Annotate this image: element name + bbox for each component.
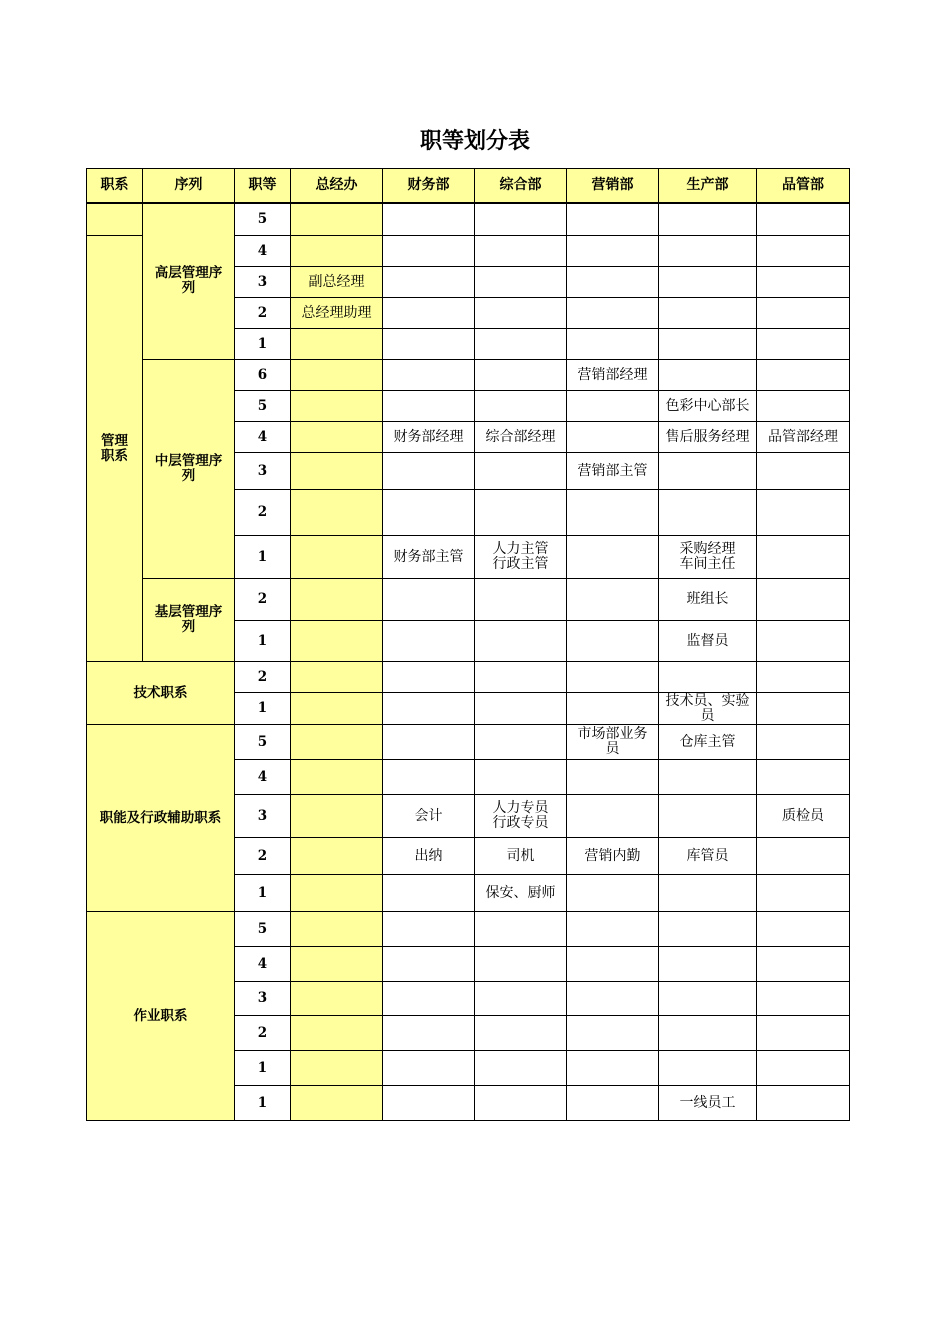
grade-cell: 4 <box>235 760 291 795</box>
position-cell-marketing <box>567 236 659 267</box>
table-row <box>87 725 850 760</box>
position-cell-gm-office <box>291 203 383 236</box>
position-cell-finance <box>383 912 475 947</box>
family-operation-label: 作业职系 <box>133 1007 188 1024</box>
family-technical <box>87 662 235 725</box>
position-cell-quality <box>757 453 850 490</box>
position-cell-gm-office <box>291 360 383 391</box>
position-cell-gm-office <box>291 947 383 982</box>
position-cell-finance <box>383 875 475 912</box>
family-functional-admin-label: 职能及行政辅助职系 <box>99 809 222 826</box>
family-functional-admin <box>87 725 235 912</box>
position-cell-finance <box>383 490 475 536</box>
position-cell-general <box>475 662 567 693</box>
position-label: 营销内勤 <box>584 847 641 864</box>
grade-cell: 4 <box>235 422 291 453</box>
position-cell-finance <box>383 391 475 422</box>
position-label: 库管员 <box>686 847 729 864</box>
position-cell-finance <box>383 693 475 725</box>
position-label: 会计 <box>414 807 443 824</box>
position-cell-quality <box>757 875 850 912</box>
position-cell-production <box>659 912 757 947</box>
position-cell-quality <box>757 912 850 947</box>
position-cell-production <box>659 203 757 236</box>
position-cell-general <box>475 875 567 912</box>
position-cell-general <box>475 422 567 453</box>
position-cell-quality <box>757 391 850 422</box>
grade-cell: 3 <box>235 453 291 490</box>
position-label: 财务部经理 <box>393 428 464 445</box>
position-cell-production <box>659 453 757 490</box>
position-cell-quality <box>757 236 850 267</box>
position-cell-finance <box>383 267 475 298</box>
position-cell-quality <box>757 579 850 621</box>
position-label: 市场部业务 员 <box>577 726 648 757</box>
header-finance: 财务部 <box>383 169 475 203</box>
grade-cell: 3 <box>235 795 291 838</box>
position-cell-general <box>475 391 567 422</box>
grade-cell: 5 <box>235 391 291 422</box>
position-cell-general <box>475 453 567 490</box>
header-sequence: 序列 <box>143 169 235 203</box>
position-cell-production <box>659 1016 757 1051</box>
position-cell-general <box>475 298 567 329</box>
position-cell-quality <box>757 536 850 579</box>
grade-cell: 1 <box>235 621 291 662</box>
position-cell-marketing <box>567 298 659 329</box>
position-cell-marketing <box>567 1086 659 1121</box>
grade-cell: 6 <box>235 360 291 391</box>
position-cell-general <box>475 1051 567 1086</box>
position-cell-quality <box>757 422 850 453</box>
table-row <box>87 579 850 621</box>
position-cell-production <box>659 795 757 838</box>
position-cell-finance <box>383 838 475 875</box>
position-cell-production <box>659 662 757 693</box>
position-cell-finance <box>383 760 475 795</box>
position-cell-marketing <box>567 795 659 838</box>
position-cell-gm-office <box>291 422 383 453</box>
position-cell-gm-office <box>291 760 383 795</box>
position-cell-marketing <box>567 621 659 662</box>
position-cell-gm-office <box>291 1016 383 1051</box>
position-cell-gm-office <box>291 536 383 579</box>
header-row <box>87 169 850 203</box>
position-cell-marketing <box>567 725 659 760</box>
sequence-senior-management <box>143 203 235 360</box>
position-cell-finance <box>383 1016 475 1051</box>
position-cell-gm-office <box>291 662 383 693</box>
position-cell-marketing <box>567 1051 659 1086</box>
position-cell-finance <box>383 236 475 267</box>
position-cell-production <box>659 725 757 760</box>
position-cell-quality <box>757 329 850 360</box>
header-quality: 品管部 <box>757 169 850 203</box>
position-cell-marketing <box>567 490 659 536</box>
position-cell-general <box>475 912 567 947</box>
header-grade: 职等 <box>235 169 291 203</box>
page-title: 职等划分表 <box>419 129 530 154</box>
position-cell-marketing <box>567 838 659 875</box>
position-cell-quality <box>757 203 850 236</box>
position-cell-quality <box>757 760 850 795</box>
position-cell-production <box>659 579 757 621</box>
position-cell-quality <box>757 725 850 760</box>
position-cell-general <box>475 795 567 838</box>
position-cell-marketing <box>567 1016 659 1051</box>
position-cell-production <box>659 982 757 1016</box>
grade-cell: 1 <box>235 536 291 579</box>
position-label: 综合部经理 <box>485 428 556 445</box>
position-cell-marketing <box>567 579 659 621</box>
table-row <box>87 662 850 693</box>
grade-cell: 1 <box>235 1051 291 1086</box>
family-management <box>87 236 143 662</box>
position-label: 人力主管 行政主管 <box>492 541 549 572</box>
grade-cell: 1 <box>235 1086 291 1121</box>
position-cell-production <box>659 693 757 725</box>
position-cell-marketing <box>567 453 659 490</box>
position-cell-production <box>659 947 757 982</box>
table-row <box>87 360 850 391</box>
position-cell-quality <box>757 838 850 875</box>
position-cell-production <box>659 1051 757 1086</box>
position-cell-production <box>659 490 757 536</box>
position-label: 副总经理 <box>308 273 365 290</box>
position-cell-general <box>475 838 567 875</box>
position-cell-gm-office <box>291 875 383 912</box>
position-label: 仓库主管 <box>679 733 736 750</box>
position-cell-finance <box>383 725 475 760</box>
table-row <box>87 203 850 236</box>
position-cell-production <box>659 298 757 329</box>
position-cell-gm-office <box>291 795 383 838</box>
position-cell-production <box>659 1086 757 1121</box>
position-label: 营销部主管 <box>577 462 648 479</box>
position-cell-marketing <box>567 360 659 391</box>
position-cell-general <box>475 947 567 982</box>
position-cell-general <box>475 1086 567 1121</box>
position-label: 技术员、实验员 <box>665 692 750 724</box>
header-general: 综合部 <box>475 169 567 203</box>
position-cell-gm-office <box>291 329 383 360</box>
position-cell-production <box>659 760 757 795</box>
family-management-label: 管理 职系 <box>101 432 128 464</box>
position-cell-quality <box>757 267 850 298</box>
position-cell-marketing <box>567 329 659 360</box>
position-cell-quality <box>757 662 850 693</box>
position-cell-finance <box>383 422 475 453</box>
position-cell-production <box>659 329 757 360</box>
position-cell-general <box>475 536 567 579</box>
position-cell-gm-office <box>291 391 383 422</box>
grade-cell: 2 <box>235 490 291 536</box>
position-cell-marketing <box>567 875 659 912</box>
position-cell-marketing <box>567 391 659 422</box>
position-label: 采购经理 车间主任 <box>679 541 736 572</box>
position-cell-general <box>475 490 567 536</box>
position-cell-finance <box>383 329 475 360</box>
position-cell-production <box>659 875 757 912</box>
position-cell-production <box>659 838 757 875</box>
position-cell-marketing <box>567 422 659 453</box>
position-cell-gm-office <box>291 453 383 490</box>
position-cell-gm-office <box>291 725 383 760</box>
position-cell-general <box>475 621 567 662</box>
grade-cell: 3 <box>235 982 291 1016</box>
position-cell-general <box>475 579 567 621</box>
position-cell-general <box>475 329 567 360</box>
position-cell-production <box>659 360 757 391</box>
position-cell-gm-office <box>291 298 383 329</box>
grade-cell: 5 <box>235 912 291 947</box>
position-cell-gm-office <box>291 1086 383 1121</box>
position-cell-general <box>475 236 567 267</box>
position-label: 出纳 <box>414 847 443 864</box>
position-cell-finance <box>383 947 475 982</box>
position-cell-production <box>659 422 757 453</box>
position-cell-gm-office <box>291 1051 383 1086</box>
grade-cell: 4 <box>235 236 291 267</box>
header-family: 职系 <box>87 169 143 203</box>
position-cell-marketing <box>567 203 659 236</box>
grade-cell: 2 <box>235 662 291 693</box>
family-blank-cell <box>87 203 143 236</box>
position-cell-gm-office <box>291 838 383 875</box>
grade-cell: 3 <box>235 267 291 298</box>
grade-cell: 1 <box>235 693 291 725</box>
position-cell-finance <box>383 298 475 329</box>
table-row <box>87 912 850 947</box>
grade-cell: 2 <box>235 579 291 621</box>
position-label: 总经理助理 <box>301 304 372 321</box>
position-label: 色彩中心部长 <box>665 397 750 414</box>
position-cell-quality <box>757 693 850 725</box>
position-cell-marketing <box>567 662 659 693</box>
position-cell-finance <box>383 795 475 838</box>
position-cell-general <box>475 982 567 1016</box>
position-cell-gm-office <box>291 579 383 621</box>
position-label: 售后服务经理 <box>665 428 750 445</box>
position-cell-quality <box>757 982 850 1016</box>
position-cell-gm-office <box>291 490 383 536</box>
position-label: 营销部经理 <box>577 366 648 383</box>
sequence-middle-management-label: 中层管理序 列 <box>154 453 223 484</box>
position-label: 监督员 <box>686 632 729 649</box>
position-cell-quality <box>757 1086 850 1121</box>
sequence-junior-management-label: 基层管理序 列 <box>154 604 223 635</box>
header-production: 生产部 <box>659 169 757 203</box>
job-grade-table <box>86 168 850 1121</box>
position-cell-quality <box>757 360 850 391</box>
position-cell-gm-office <box>291 236 383 267</box>
position-cell-general <box>475 693 567 725</box>
position-cell-finance <box>383 621 475 662</box>
position-label: 人力专员 行政专员 <box>492 800 549 831</box>
position-cell-marketing <box>567 267 659 298</box>
position-cell-quality <box>757 490 850 536</box>
position-cell-quality <box>757 621 850 662</box>
position-cell-general <box>475 760 567 795</box>
header-gm-office: 总经办 <box>291 169 383 203</box>
position-cell-finance <box>383 360 475 391</box>
position-cell-production <box>659 621 757 662</box>
position-label: 质检员 <box>782 807 824 824</box>
position-cell-finance <box>383 662 475 693</box>
sequence-middle-management <box>143 360 235 579</box>
position-cell-general <box>475 267 567 298</box>
position-cell-gm-office <box>291 912 383 947</box>
grade-cell: 1 <box>235 875 291 912</box>
position-cell-finance <box>383 536 475 579</box>
position-cell-quality <box>757 1016 850 1051</box>
position-cell-marketing <box>567 760 659 795</box>
position-cell-finance <box>383 453 475 490</box>
position-cell-marketing <box>567 982 659 1016</box>
grade-cell: 2 <box>235 298 291 329</box>
grade-cell: 2 <box>235 838 291 875</box>
header-marketing: 营销部 <box>567 169 659 203</box>
grade-cell: 5 <box>235 725 291 760</box>
position-cell-finance <box>383 982 475 1016</box>
family-operation <box>87 912 235 1121</box>
position-cell-marketing <box>567 536 659 579</box>
position-cell-marketing <box>567 947 659 982</box>
sequence-junior-management <box>143 579 235 662</box>
position-cell-quality <box>757 947 850 982</box>
position-cell-general <box>475 1016 567 1051</box>
position-label: 司机 <box>506 847 535 864</box>
position-cell-gm-office <box>291 267 383 298</box>
position-cell-gm-office <box>291 693 383 725</box>
position-cell-quality <box>757 298 850 329</box>
grade-cell: 1 <box>235 329 291 360</box>
position-cell-finance <box>383 579 475 621</box>
position-label: 班组长 <box>686 591 729 607</box>
position-cell-gm-office <box>291 621 383 662</box>
position-cell-production <box>659 536 757 579</box>
position-cell-general <box>475 725 567 760</box>
position-cell-marketing <box>567 912 659 947</box>
position-cell-production <box>659 267 757 298</box>
position-cell-marketing <box>567 693 659 725</box>
table-body <box>87 169 850 1121</box>
grade-cell: 2 <box>235 1016 291 1051</box>
position-cell-production <box>659 236 757 267</box>
sequence-senior-management-label: 高层管理序 列 <box>154 265 223 297</box>
position-cell-quality <box>757 795 850 838</box>
family-technical-label: 技术职系 <box>133 684 188 701</box>
position-label: 一线员工 <box>679 1094 736 1111</box>
position-label: 财务部主管 <box>393 548 464 565</box>
grade-cell: 5 <box>235 203 291 236</box>
position-cell-finance <box>383 1086 475 1121</box>
grade-cell: 4 <box>235 947 291 982</box>
position-cell-general <box>475 203 567 236</box>
position-cell-quality <box>757 1051 850 1086</box>
position-label: 品管部经理 <box>768 428 838 445</box>
position-cell-general <box>475 360 567 391</box>
position-cell-finance <box>383 203 475 236</box>
position-label: 保安、厨师 <box>485 884 556 901</box>
position-cell-gm-office <box>291 982 383 1016</box>
position-cell-finance <box>383 1051 475 1086</box>
position-cell-production <box>659 391 757 422</box>
